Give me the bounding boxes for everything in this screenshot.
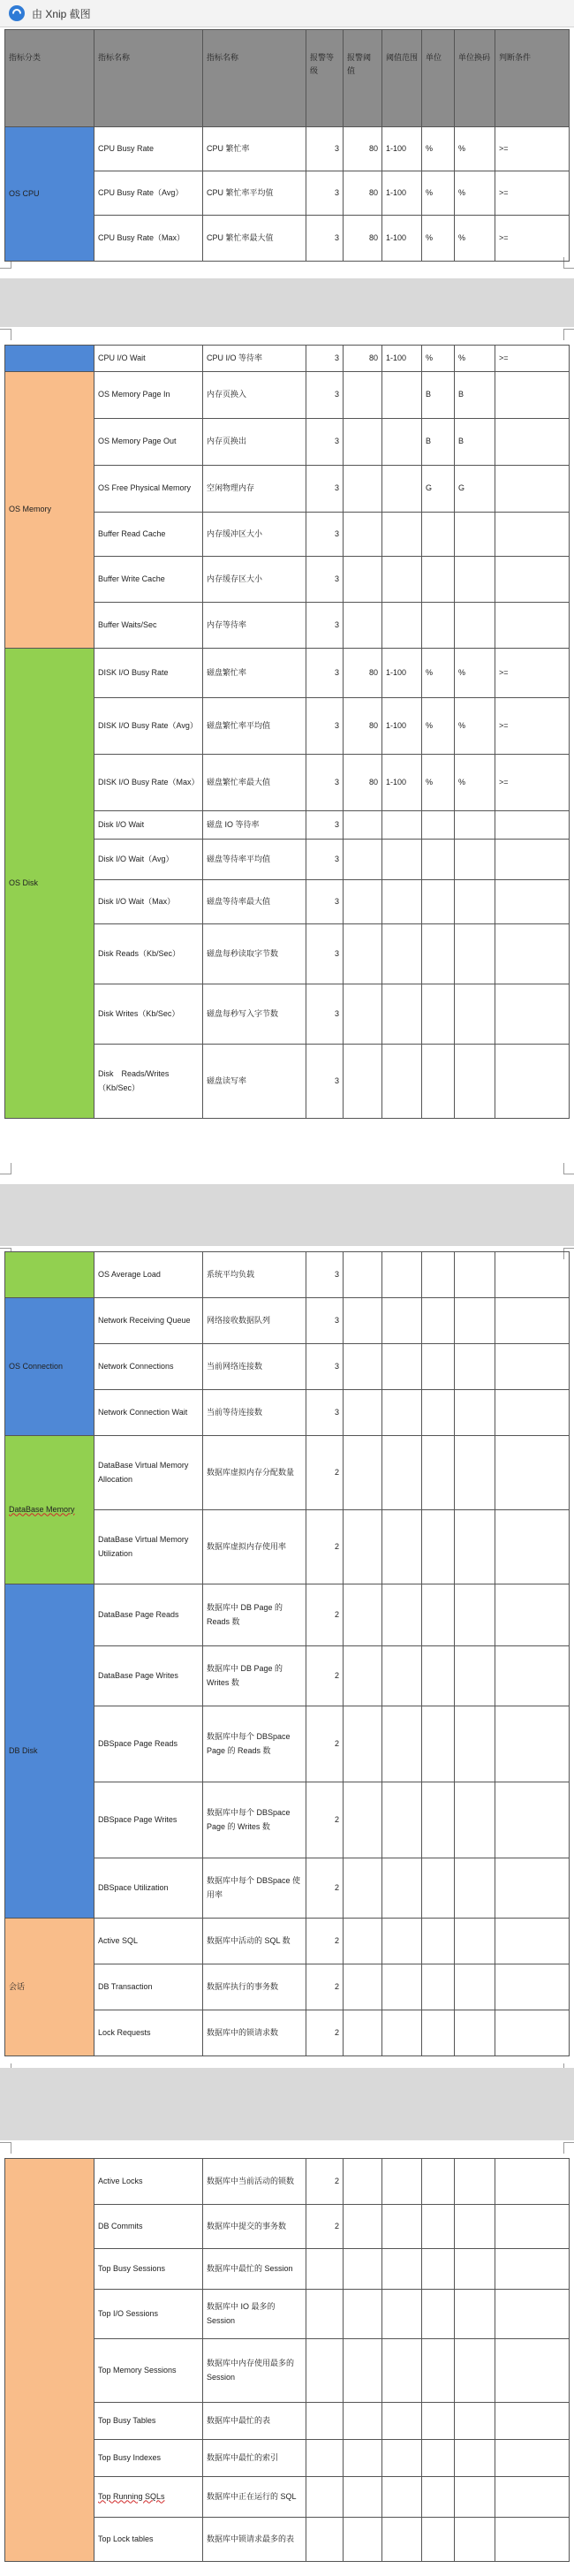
metric-name-en: DBSpace Utilization [94, 1858, 203, 1919]
header-category: 指标分类 [5, 30, 94, 127]
metric-name-en: DISK I/O Busy Rate [94, 649, 203, 698]
table-row [5, 2159, 570, 2205]
condition [495, 603, 570, 649]
metric-name-zh: 空闲物理内存 [203, 466, 306, 513]
alarm-threshold [344, 603, 382, 649]
unit: % [422, 649, 455, 698]
alarm-level: 2 [306, 1584, 344, 1646]
page-corner-mark [0, 329, 11, 340]
alarm-level: 3 [306, 419, 344, 466]
metric-name-en: Lock Requests [94, 2010, 203, 2056]
threshold-range [382, 1045, 422, 1119]
alarm-level: 3 [306, 811, 344, 840]
unit-code [455, 811, 495, 840]
alarm-threshold: 80 [344, 649, 382, 698]
unit: % [422, 216, 455, 262]
metric-name-zh: 数据库中活动的 SQL 数 [203, 1919, 306, 1964]
metric-name-zh: 当前网络连接数 [203, 1344, 306, 1390]
metric-name-en: OS Average Load [94, 1252, 203, 1298]
metric-name-en: DataBase Virtual Memory Utilization [94, 1510, 203, 1584]
threshold-range [382, 372, 422, 419]
metrics-table-part-1 [4, 29, 570, 262]
table-row [5, 1919, 570, 1964]
metric-name-en: Top Memory Sessions [94, 2339, 203, 2403]
table-row [5, 1298, 570, 1344]
alarm-level: 3 [306, 1390, 344, 1436]
window-titlebar [0, 0, 574, 27]
unit [422, 1045, 455, 1119]
metric-name-zh: 磁盘等待率平均值 [203, 840, 306, 880]
table-row [5, 1436, 570, 1510]
metric-name-zh: 数据库虚拟内存分配数量 [203, 1436, 306, 1510]
metric-name-en: DataBase Virtual Memory Allocation [94, 1436, 203, 1510]
unit-code [455, 1045, 495, 1119]
unit-code: % [455, 346, 495, 372]
alarm-level: 3 [306, 372, 344, 419]
condition [495, 466, 570, 513]
unit: G [422, 466, 455, 513]
metric-name-zh: 内存页换入 [203, 372, 306, 419]
metric-name-en: Active SQL [94, 1919, 203, 1964]
metric-name-zh: 内存缓冲区大小 [203, 513, 306, 557]
metric-name-en: Network Connection Wait [94, 1390, 203, 1436]
alarm-threshold: 80 [344, 216, 382, 262]
table-row [5, 127, 570, 171]
metric-name-en: Disk I/O Wait（Max） [94, 880, 203, 924]
unit-code: % [455, 127, 495, 171]
alarm-level: 3 [306, 1344, 344, 1390]
alarm-threshold [344, 466, 382, 513]
metric-name-zh: CPU I/O 等待率 [203, 346, 306, 372]
page-gap [0, 278, 574, 327]
unit [422, 811, 455, 840]
header-alarm-level: 报警等级 [306, 30, 344, 127]
metric-name-zh: 内存页换出 [203, 419, 306, 466]
alarm-level: 3 [306, 840, 344, 880]
page-corner-mark [563, 329, 574, 340]
unit-code [455, 513, 495, 557]
unit-code [455, 924, 495, 984]
category-cell: OS Connection [5, 1298, 94, 1436]
threshold-range [382, 924, 422, 984]
metric-name-zh: 磁盘等待率最大值 [203, 880, 306, 924]
alarm-threshold [344, 557, 382, 603]
alarm-level: 2 [306, 1706, 344, 1782]
table-row [5, 649, 570, 698]
metric-name-zh: 数据库执行的事务数 [203, 1964, 306, 2010]
metric-name-en: Top Busy Indexes [94, 2440, 203, 2477]
header-unit-code: 单位换码 [455, 30, 495, 127]
threshold-range [382, 466, 422, 513]
alarm-level: 2 [306, 1436, 344, 1510]
unit-code [455, 840, 495, 880]
metric-name-en: Top Lock tables [94, 2518, 203, 2562]
metric-name-zh: CPU 繁忙率平均值 [203, 171, 306, 216]
metric-name-en: Buffer Read Cache [94, 513, 203, 557]
header-unit: 单位 [422, 30, 455, 127]
metric-name-en: Top Busy Tables [94, 2403, 203, 2440]
page-corner-mark [0, 1163, 11, 1174]
alarm-threshold: 80 [344, 127, 382, 171]
metric-name-zh: 磁盘繁忙率平均值 [203, 698, 306, 755]
metric-name-en: Top Busy Sessions [94, 2249, 203, 2290]
condition: >= [495, 171, 570, 216]
alarm-threshold [344, 1045, 382, 1119]
metric-name-zh: 数据库中提交的事务数 [203, 2205, 306, 2249]
metrics-table-part-2 [4, 345, 570, 1119]
alarm-level: 3 [306, 216, 344, 262]
alarm-level: 3 [306, 127, 344, 171]
metric-name-en: DBSpace Page Reads [94, 1706, 203, 1782]
unit [422, 924, 455, 984]
alarm-level: 3 [306, 880, 344, 924]
condition [495, 513, 570, 557]
category-cell: OS CPU [5, 127, 94, 262]
metric-name-zh: 网络接收数据队列 [203, 1298, 306, 1344]
page-corner-mark [0, 2142, 11, 2154]
unit: % [422, 346, 455, 372]
metric-name-zh: 当前等待连接数 [203, 1390, 306, 1436]
alarm-level: 3 [306, 984, 344, 1045]
alarm-level: 2 [306, 1919, 344, 1964]
unit: % [422, 171, 455, 216]
unit [422, 840, 455, 880]
category-cell [5, 346, 94, 372]
metric-name-en-text: Top Running SQLs [98, 2491, 165, 2501]
category-cell [5, 1436, 94, 1584]
metric-name-en: Top I/O Sessions [94, 2290, 203, 2339]
metric-name-zh: 内存等待率 [203, 603, 306, 649]
unit [422, 603, 455, 649]
metric-name-en: DISK I/O Busy Rate（Max） [94, 755, 203, 811]
condition [495, 880, 570, 924]
metric-name-zh: 数据库中每个 DBSpace Page 的 Reads 数 [203, 1706, 306, 1782]
alarm-threshold: 80 [344, 698, 382, 755]
alarm-level: 3 [306, 513, 344, 557]
alarm-threshold [344, 984, 382, 1045]
metric-name-zh: CPU 繁忙率最大值 [203, 216, 306, 262]
unit [422, 557, 455, 603]
table-header-row [5, 30, 570, 127]
condition [495, 557, 570, 603]
condition [495, 372, 570, 419]
alarm-level: 3 [306, 171, 344, 216]
metric-name-zh: 数据库中最忙的 Session [203, 2249, 306, 2290]
alarm-level: 3 [306, 698, 344, 755]
unit [422, 984, 455, 1045]
unit-code [455, 984, 495, 1045]
metric-name-en: CPU Busy Rate（Avg） [94, 171, 203, 216]
unit: % [422, 755, 455, 811]
alarm-level: 3 [306, 649, 344, 698]
alarm-level: 2 [306, 2205, 344, 2249]
alarm-level: 3 [306, 346, 344, 372]
category-cell [5, 2159, 94, 2562]
page-gap [0, 2068, 574, 2140]
unit-code [455, 880, 495, 924]
category-cell [5, 1252, 94, 1298]
condition: >= [495, 649, 570, 698]
page-corner-mark [563, 1163, 574, 1174]
alarm-threshold: 80 [344, 346, 382, 372]
threshold-range [382, 984, 422, 1045]
category-label: DataBase Memory [9, 1504, 75, 1514]
metric-name-zh: 磁盘每秒写入字节数 [203, 984, 306, 1045]
alarm-level: 2 [306, 1782, 344, 1858]
metric-name-en: OS Memory Page In [94, 372, 203, 419]
unit: B [422, 372, 455, 419]
metric-name-en: OS Memory Page Out [94, 419, 203, 466]
header-metric-name-en: 指标名称 [94, 30, 203, 127]
unit-code [455, 557, 495, 603]
threshold-range [382, 557, 422, 603]
condition [495, 924, 570, 984]
metric-name-en: DataBase Page Reads [94, 1584, 203, 1646]
unit-code: % [455, 216, 495, 262]
alarm-level: 3 [306, 1252, 344, 1298]
threshold-range: 1-100 [382, 216, 422, 262]
metric-name-zh: CPU 繁忙率 [203, 127, 306, 171]
threshold-range: 1-100 [382, 346, 422, 372]
page-corner-mark [563, 2142, 574, 2154]
table-row [5, 346, 570, 372]
condition [495, 811, 570, 840]
header-threshold-range: 阈值范围 [382, 30, 422, 127]
metric-name-zh: 磁盘繁忙率最大值 [203, 755, 306, 811]
category-cell: OS Disk [5, 649, 94, 1119]
header-metric-name-zh: 指标名称 [203, 30, 306, 127]
condition: >= [495, 216, 570, 262]
condition: >= [495, 127, 570, 171]
alarm-threshold [344, 840, 382, 880]
alarm-threshold [344, 924, 382, 984]
metric-name-zh: 磁盘繁忙率 [203, 649, 306, 698]
metric-name-en: Network Receiving Queue [94, 1298, 203, 1344]
metric-name-en: DBSpace Page Writes [94, 1782, 203, 1858]
metric-name-en: OS Free Physical Memory [94, 466, 203, 513]
alarm-level: 3 [306, 603, 344, 649]
metric-name-en [94, 2477, 203, 2518]
threshold-range [382, 840, 422, 880]
metric-name-zh: 数据库中当前活动的锁数 [203, 2159, 306, 2205]
metric-name-zh: 数据库中正在运行的 SQL [203, 2477, 306, 2518]
alarm-threshold: 80 [344, 171, 382, 216]
unit-code: B [455, 372, 495, 419]
metric-name-zh: 系统平均负载 [203, 1252, 306, 1298]
xnip-app-icon [9, 5, 25, 21]
alarm-level: 2 [306, 1858, 344, 1919]
metrics-table-part-4 [4, 2158, 570, 2562]
unit: B [422, 419, 455, 466]
unit [422, 513, 455, 557]
condition [495, 1045, 570, 1119]
unit-code: B [455, 419, 495, 466]
alarm-level: 3 [306, 924, 344, 984]
alarm-level: 3 [306, 1298, 344, 1344]
alarm-threshold [344, 419, 382, 466]
metric-name-en: DB Commits [94, 2205, 203, 2249]
alarm-threshold: 80 [344, 755, 382, 811]
alarm-level: 3 [306, 466, 344, 513]
unit: % [422, 698, 455, 755]
unit-code: % [455, 649, 495, 698]
metric-name-zh: 磁盘每秒读取字节数 [203, 924, 306, 984]
metric-name-zh: 磁盘读写率 [203, 1045, 306, 1119]
alarm-level: 2 [306, 1964, 344, 2010]
metric-name-en: CPU Busy Rate（Max） [94, 216, 203, 262]
condition: >= [495, 755, 570, 811]
table-row [5, 1584, 570, 1646]
alarm-threshold [344, 880, 382, 924]
metric-name-en: Disk I/O Wait [94, 811, 203, 840]
window-title: 由 Xnip 截图 [32, 7, 91, 20]
unit-code: G [455, 466, 495, 513]
alarm-threshold [344, 513, 382, 557]
metric-name-zh: 数据库中的锁请求数 [203, 2010, 306, 2056]
metric-name-en: Network Connections [94, 1344, 203, 1390]
threshold-range: 1-100 [382, 698, 422, 755]
metric-name-en: Buffer Write Cache [94, 557, 203, 603]
category-cell: DB Disk [5, 1584, 94, 1919]
condition: >= [495, 346, 570, 372]
unit [422, 880, 455, 924]
unit-code: % [455, 171, 495, 216]
category-cell: 会话 [5, 1919, 94, 2056]
metric-name-zh: 数据库中 IO 最多的 Session [203, 2290, 306, 2339]
metric-name-zh: 数据库中锁请求最多的表 [203, 2518, 306, 2562]
alarm-threshold [344, 811, 382, 840]
metric-name-zh: 数据库中最忙的表 [203, 2403, 306, 2440]
unit-code: % [455, 698, 495, 755]
condition: >= [495, 698, 570, 755]
condition [495, 984, 570, 1045]
alarm-level: 3 [306, 557, 344, 603]
table-row [5, 372, 570, 419]
metric-name-zh: 数据库中每个 DBSpace 使用率 [203, 1858, 306, 1919]
alarm-level: 2 [306, 1510, 344, 1584]
metric-name-zh: 内存缓存区大小 [203, 557, 306, 603]
threshold-range [382, 603, 422, 649]
metric-name-zh: 数据库中内存使用最多的 Session [203, 2339, 306, 2403]
threshold-range [382, 513, 422, 557]
alarm-threshold [344, 372, 382, 419]
header-condition: 判断条件 [495, 30, 570, 127]
metric-name-zh: 数据库中 DB Page 的 Writes 数 [203, 1646, 306, 1706]
metric-name-en: Disk I/O Wait（Avg） [94, 840, 203, 880]
metric-name-en: CPU Busy Rate [94, 127, 203, 171]
metric-name-en: Active Locks [94, 2159, 203, 2205]
category-cell: OS Memory [5, 372, 94, 649]
threshold-range [382, 811, 422, 840]
metric-name-en: Disk Reads/Writes（Kb/Sec） [94, 1045, 203, 1119]
unit-code [455, 603, 495, 649]
metric-name-zh: 磁盘 IO 等待率 [203, 811, 306, 840]
table-row [5, 1252, 570, 1298]
alarm-level: 3 [306, 755, 344, 811]
alarm-level: 2 [306, 2010, 344, 2056]
metric-name-zh: 数据库中最忙的索引 [203, 2440, 306, 2477]
unit: % [422, 127, 455, 171]
condition [495, 419, 570, 466]
metric-name-en: DISK I/O Busy Rate（Avg） [94, 698, 203, 755]
threshold-range: 1-100 [382, 755, 422, 811]
alarm-level: 2 [306, 1646, 344, 1706]
metric-name-en: Disk Writes（Kb/Sec） [94, 984, 203, 1045]
metric-name-en: DB Transaction [94, 1964, 203, 2010]
condition [495, 840, 570, 880]
page-gap [0, 1184, 574, 1246]
metric-name-zh: 数据库中 DB Page 的 Reads 数 [203, 1584, 306, 1646]
alarm-level: 3 [306, 1045, 344, 1119]
metric-name-en: CPU I/O Wait [94, 346, 203, 372]
threshold-range: 1-100 [382, 171, 422, 216]
metrics-table-part-3 [4, 1251, 570, 2056]
threshold-range [382, 419, 422, 466]
threshold-range: 1-100 [382, 127, 422, 171]
metric-name-en: DataBase Page Writes [94, 1646, 203, 1706]
threshold-range: 1-100 [382, 649, 422, 698]
unit-code: % [455, 755, 495, 811]
header-alarm-threshold: 报警阈值 [344, 30, 382, 127]
metric-name-zh: 数据库虚拟内存使用率 [203, 1510, 306, 1584]
metric-name-en: Disk Reads（Kb/Sec） [94, 924, 203, 984]
alarm-level: 2 [306, 2159, 344, 2205]
metric-name-zh: 数据库中每个 DBSpace Page 的 Writes 数 [203, 1782, 306, 1858]
threshold-range [382, 880, 422, 924]
metric-name-en: Buffer Waits/Sec [94, 603, 203, 649]
